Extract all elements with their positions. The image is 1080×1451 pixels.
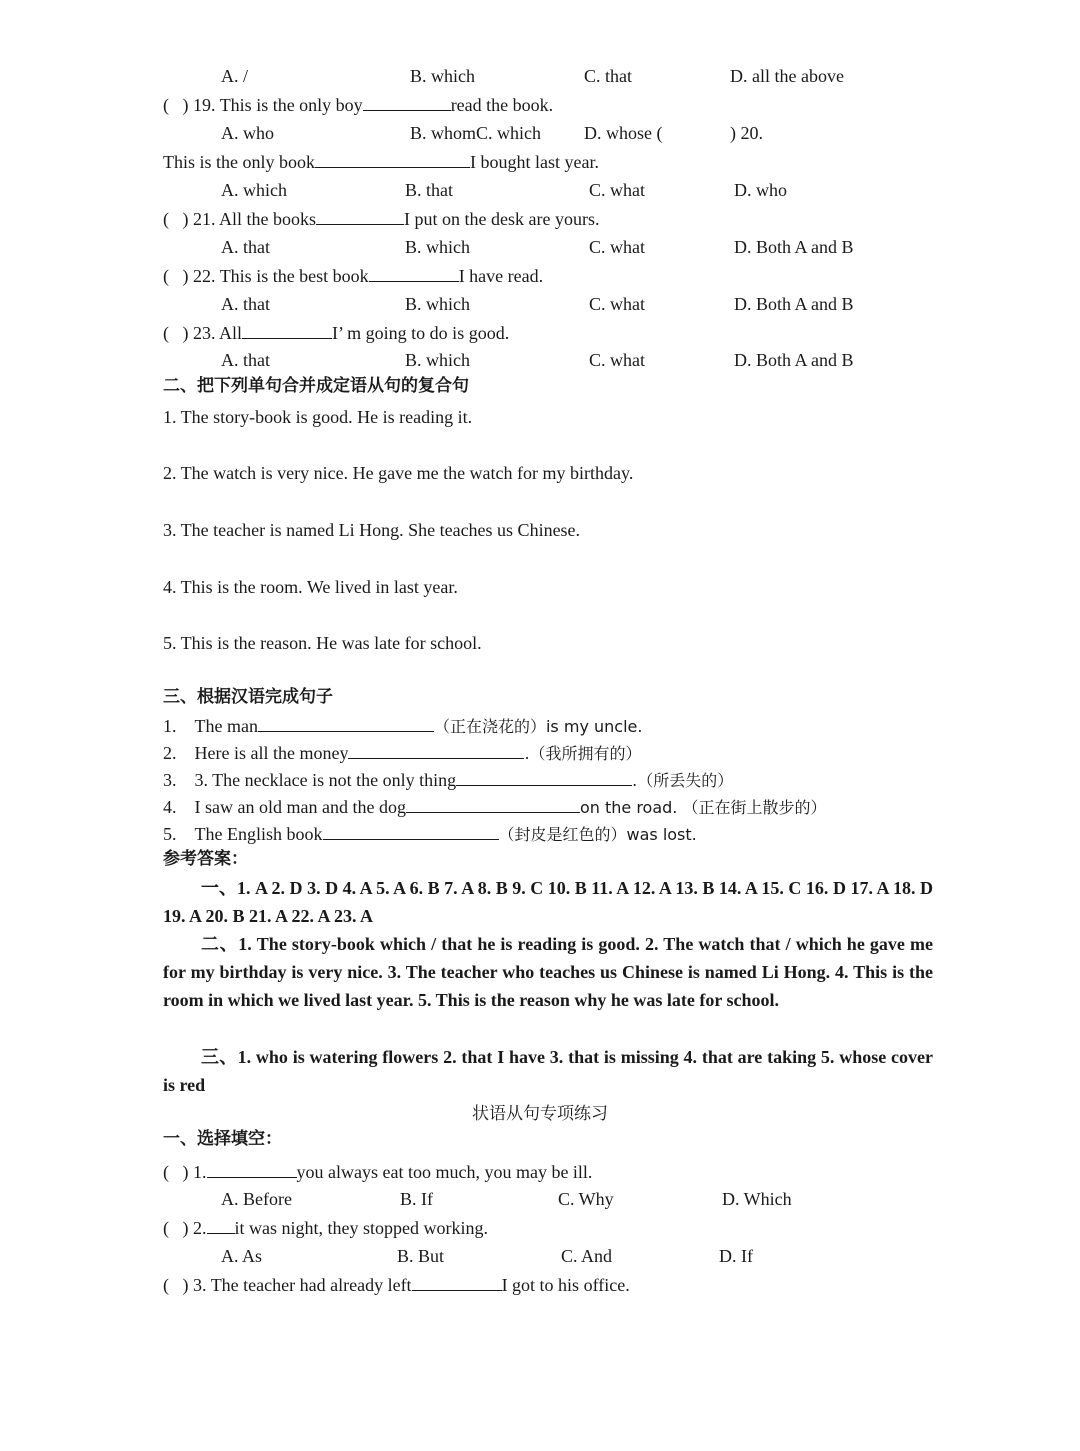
answer-blank[interactable] <box>456 768 632 786</box>
option: C. what <box>589 180 645 200</box>
answer-blank[interactable] <box>242 321 332 339</box>
option: B. which <box>405 237 470 257</box>
part2-item: 5. This is the reason. He was late for school. <box>163 633 482 653</box>
part2-item: 2. The watch is very nice. He gave me the watch for my birthday. <box>163 463 634 483</box>
part2-item: 3. The teacher is named Li Hong. She teaches us Chinese. <box>163 520 581 540</box>
part3-item: 3. 3. The necklace is not the only thing .（所丢失的） <box>163 770 734 790</box>
option: D. whose ( <box>584 123 663 143</box>
option: D. all the above <box>730 66 844 86</box>
answer-blank[interactable] <box>348 741 524 759</box>
option: B. which <box>410 66 475 86</box>
option: C. Why <box>558 1189 614 1209</box>
part3-item: 4. I saw an old man and the dog on the road. （正在街上散步的） <box>163 797 827 817</box>
answers-heading: 参考答案： <box>163 849 248 869</box>
part2-heading: 二、把下列单句合并成定语从句的复合句 <box>163 376 469 396</box>
question-23: ( ) 23. All I’ m going to do is good. <box>163 323 510 343</box>
answer-blank[interactable] <box>207 1160 297 1178</box>
option: D. If <box>719 1246 753 1266</box>
answer-blank[interactable] <box>323 822 499 840</box>
answers-part3: 三、1. who is watering flowers 2. that I have 3. that is missing 4. that are taking 5. whose cover is red <box>163 1047 933 1095</box>
option: C. what <box>589 237 645 257</box>
adv-question-1: ( ) 1. you always eat too much, you may be ill. <box>163 1162 593 1182</box>
answer-blank[interactable] <box>207 1216 235 1234</box>
option: A. that <box>221 350 270 370</box>
option: D. Both A and B <box>734 237 854 257</box>
option: B. that <box>405 180 453 200</box>
option: B. If <box>400 1189 433 1209</box>
answer-blank[interactable] <box>315 150 470 168</box>
answer-blank[interactable] <box>406 795 580 813</box>
question-21: ( ) 21. All the books I put on the desk are yours. <box>163 209 600 229</box>
option: C. that <box>584 66 632 86</box>
part3-item: 2. Here is all the money .（我所拥有的） <box>163 743 642 763</box>
answer-blank[interactable] <box>412 1273 502 1291</box>
option: D. Both A and B <box>734 294 854 314</box>
option: A. which <box>221 180 287 200</box>
question-19: ( ) 19. This is the only boy read the book. <box>163 95 554 115</box>
option: B. which <box>405 294 470 314</box>
part3-item: 5. The English book （封皮是红色的）was lost. <box>163 824 697 844</box>
option: C. what <box>589 294 645 314</box>
option: A. who <box>221 123 274 143</box>
answer-blank[interactable] <box>258 714 434 732</box>
adverbial-heading: 一、选择填空： <box>163 1129 282 1149</box>
option: A. As <box>221 1246 263 1266</box>
part3-item: 1. The man （正在浇花的）is my uncle. <box>163 716 643 736</box>
option: A. / <box>221 66 248 86</box>
option: D. Both A and B <box>734 350 854 370</box>
adv-question-2: ( ) 2. it was night, they stopped working. <box>163 1218 488 1238</box>
question-22: ( ) 22. This is the best book I have read. <box>163 266 544 286</box>
option: B. which <box>405 350 470 370</box>
option: ) 20. <box>730 123 763 143</box>
option: D. Which <box>722 1189 792 1209</box>
option: B. whomC. which <box>410 123 542 143</box>
question-20: This is the only book I bought last year. <box>163 152 599 172</box>
answer-blank[interactable] <box>363 93 451 111</box>
part2-item: 1. The story-book is good. He is reading it. <box>163 407 473 427</box>
answer-blank[interactable] <box>369 264 459 282</box>
answer-blank[interactable] <box>316 207 404 225</box>
part3-heading: 三、根据汉语完成句子 <box>163 687 333 707</box>
option: A. Before <box>221 1189 292 1209</box>
answers-part1: 一、1. A 2. D 3. D 4. A 5. A 6. B 7. A 8. B 9. C 10. B 11. A 12. A 13. B 14. A 15. C 16. D 17. A 18. D 19. A 20. B 21. A 22. A 23. A <box>163 878 933 926</box>
option: B. But <box>397 1246 445 1266</box>
answers-part2: 二、1. The story-book which / that he is reading is good. 2. The watch that / which he gave me for my birthday is very nice. 3. The teacher who teaches us Chinese is named Li Hong. 4. This is the room in which we lived last year. 5. This is the reason why he was late for school. <box>163 934 933 1010</box>
part2-item: 4. This is the room. We lived in last year. <box>163 577 458 597</box>
option: A. that <box>221 237 270 257</box>
section-title: 状语从句专项练习 <box>472 1104 608 1124</box>
option: D. who <box>734 180 787 200</box>
option: C. what <box>589 350 645 370</box>
option: C. And <box>561 1246 613 1266</box>
adv-question-3: ( ) 3. The teacher had already left I got to his office. <box>163 1275 630 1295</box>
option: A. that <box>221 294 270 314</box>
